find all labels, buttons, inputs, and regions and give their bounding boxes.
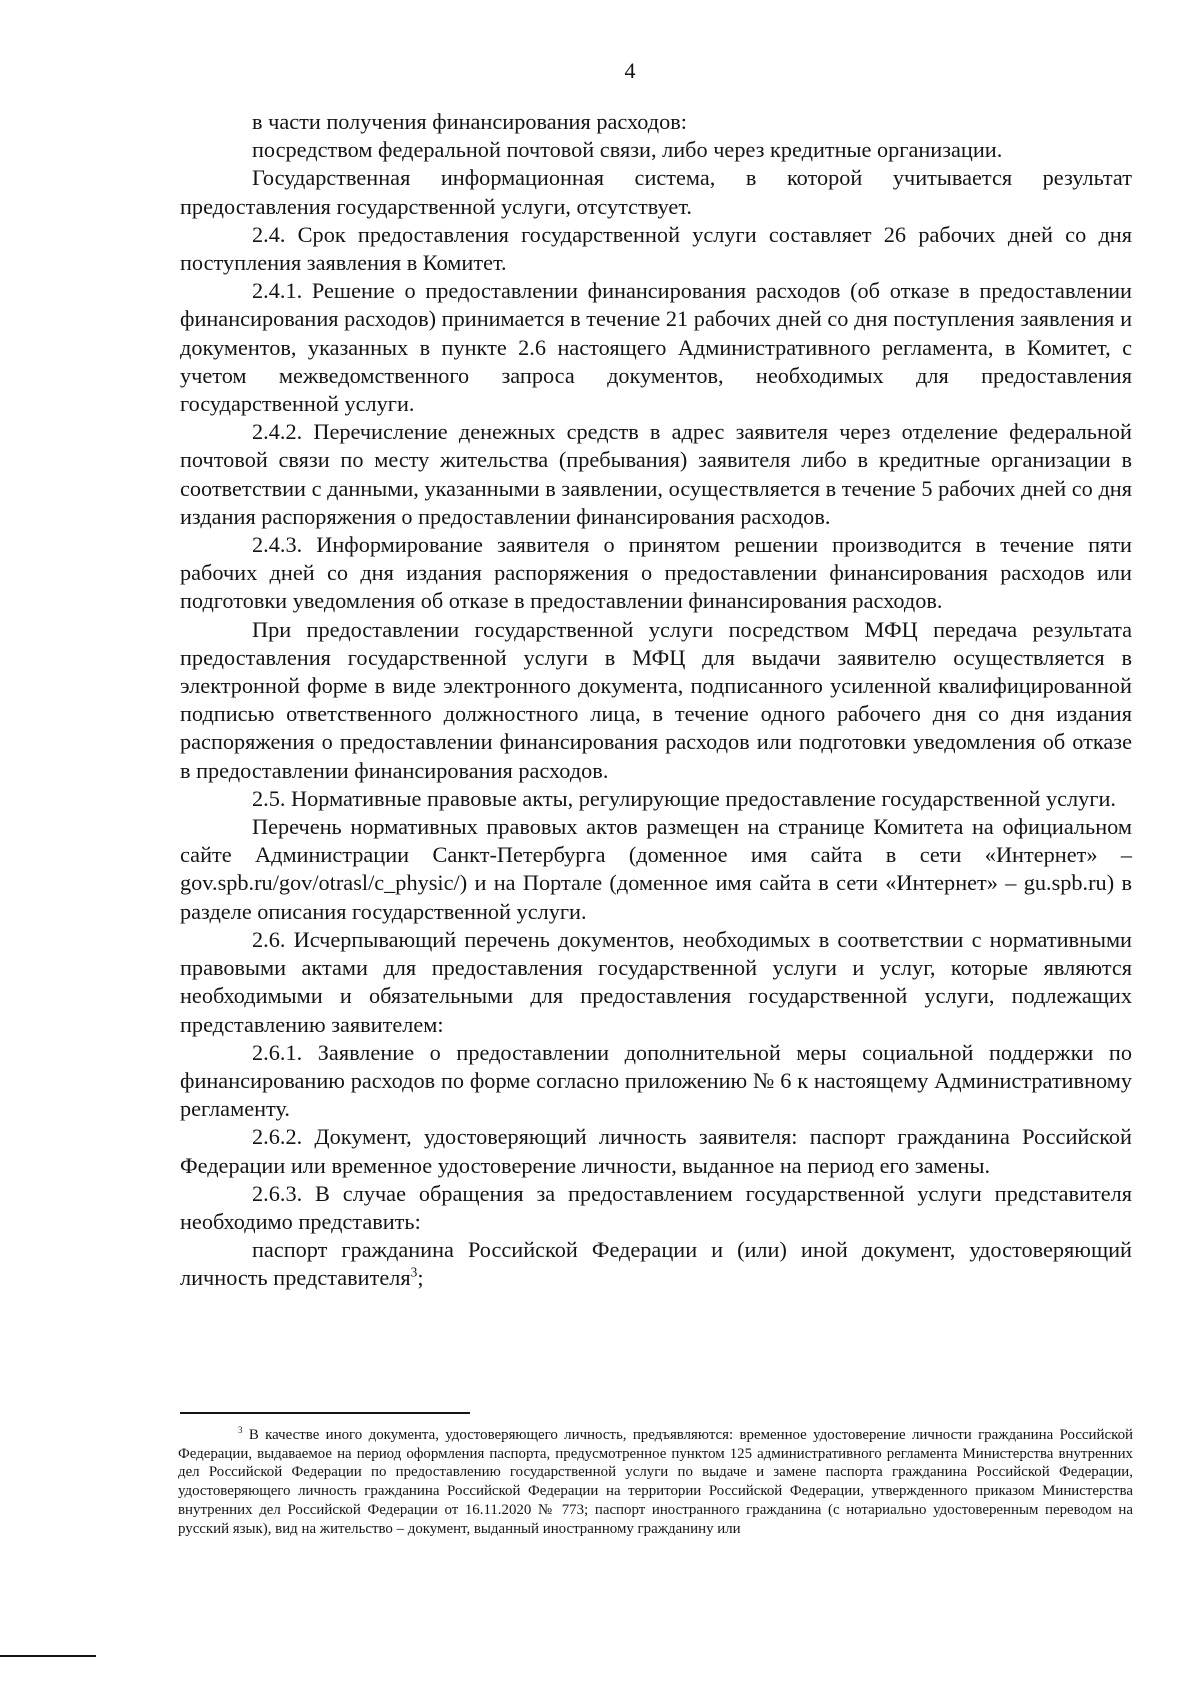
paragraph: в части получения финансирования расходов: — [252, 109, 687, 134]
paragraph-tail: ; — [417, 1265, 424, 1291]
footnote-reference[interactable]: 3 — [410, 1264, 418, 1280]
footnote — [178, 1426, 1133, 1538]
paragraph: 2.6.3. В случае обращения за предоставлением государственной услуги представителя необходимо представить: — [180, 1180, 1132, 1234]
footnote-separator — [180, 1412, 470, 1414]
page-number: 4 — [624, 58, 636, 83]
paragraph: Государственная информационная система, в которой учитывается результат предоставления государственной услуги, отсутствует. — [180, 165, 1132, 219]
document-body — [180, 108, 1132, 1293]
paragraph: 2.4.3. Информирование заявителя о принятом решении производится в течение пяти рабочих дней со дня издания распоряжения о предоставлении финансирования расходов или подготовки уведомления об отказе в предоставлении финансирования расходов. — [180, 532, 1132, 614]
paragraph: 2.6.1. Заявление о предоставлении дополнительной меры социальной поддержки по финансированию расходов по форме согласно приложению № 6 к настоящему Административному регламенту. — [180, 1039, 1132, 1122]
paragraph: 2.4.1. Решение о предоставлении финансирования расходов (об отказе в предоставлении финансирования расходов) принимается в течение 21 рабочих дней со дня поступления заявления и документов, указанных в пункте 2.6 настоящего Административного регламента, в Комитет, с учетом межведомственного запроса документов, необходимых для предоставления государственной услуги. — [180, 278, 1132, 417]
footnote-text-block — [178, 1426, 1133, 1538]
paragraph: 2.5. Нормативные правовые акты, регулирующие предоставление государственной услуги. — [252, 785, 1116, 811]
paragraph: Перечень нормативных правовых актов размещен на странице Комитета на официальном сайте Администрации Санкт-Петербурга (доменное имя сайта в сети «Интернет» –gov.spb.ru/gov/otrasl/c_physic/) и на Портале (доменное имя сайта в сети «Интернет» – gu.spb.ru) в разделе описания государственной услуги. — [180, 814, 1132, 924]
paragraph: 2.4. Срок предоставления государственной услуги составляет 26 рабочих дней со дня поступления заявления в Комитет. — [180, 221, 1132, 276]
paragraph: 2.4.2. Перечисление денежных средств в адрес заявителя через отделение федеральной почтовой связи по месту жительства (пребывания) заявителя либо в кредитные организации в соответствии с данными, указанными в заявлении, осуществляется в течение 5 рабочих дней со дня издания распоряжения о предоставлении финансирования расходов. — [180, 419, 1132, 529]
paragraph: 2.6. Исчерпывающий перечень документов, необходимых в соответствии с нормативными правовыми актами для предоставления государственной услуги и услуг, которые являются необходимыми и обязательными для предоставления государственной услуги, подлежащих представлению заявителем: — [180, 926, 1132, 1037]
paragraph: 2.6.2. Документ, удостоверяющий личность заявителя: паспорт гражданина Российской Федерации или временное удостоверение личности, выданное на период его замены. — [180, 1124, 1132, 1178]
footnote-marker: 3 — [238, 1425, 243, 1436]
paragraph: посредством федеральной почтовой связи, либо через кредитные организации. — [252, 137, 1003, 163]
paragraph-text: паспорт гражданина Российской Федерации и (или) иной документ, удостоверяющий личность представителя — [180, 1237, 1132, 1291]
footnote-text: В качестве иного документа, удостоверяющего личность, предъявляются: временное удостоверение личности гражданина Российской Федерации, выдаваемое на период оформления паспорта, предусмотренное пунктом 125 административного регламента Министерства внутренних дел Российской Федерации по предоставлению государственной услуги по выдаче и замене паспорта гражданина Российской Федерации, удостоверяющего личность гражданина Российской Федерации на территории Российской Федерации, утвержденного приказом Министерства внутренних дел Российской Федерации от 16.11.2020 № 773; паспорт иностранного гражданина (с нотариально удостоверенным переводом на русский язык), вид на жительство – документ, выданный иностранному гражданину или — [178, 1427, 1133, 1537]
bottom-edge-mark — [0, 1655, 96, 1657]
paragraph: При предоставлении государственной услуги посредством МФЦ передача результата предоставления государственной услуги в МФЦ для выдачи заявителю осуществляется в электронной форме в виде электронного документа, подписанного усиленной квалифицированной подписью ответственного должностного лица, в течение одного рабочего дня со дня издания распоряжения о предоставлении финансирования расходов или подготовки уведомления об отказе в предоставлении финансирования расходов. — [180, 616, 1132, 783]
paragraph-with-footnote — [180, 1236, 1132, 1292]
